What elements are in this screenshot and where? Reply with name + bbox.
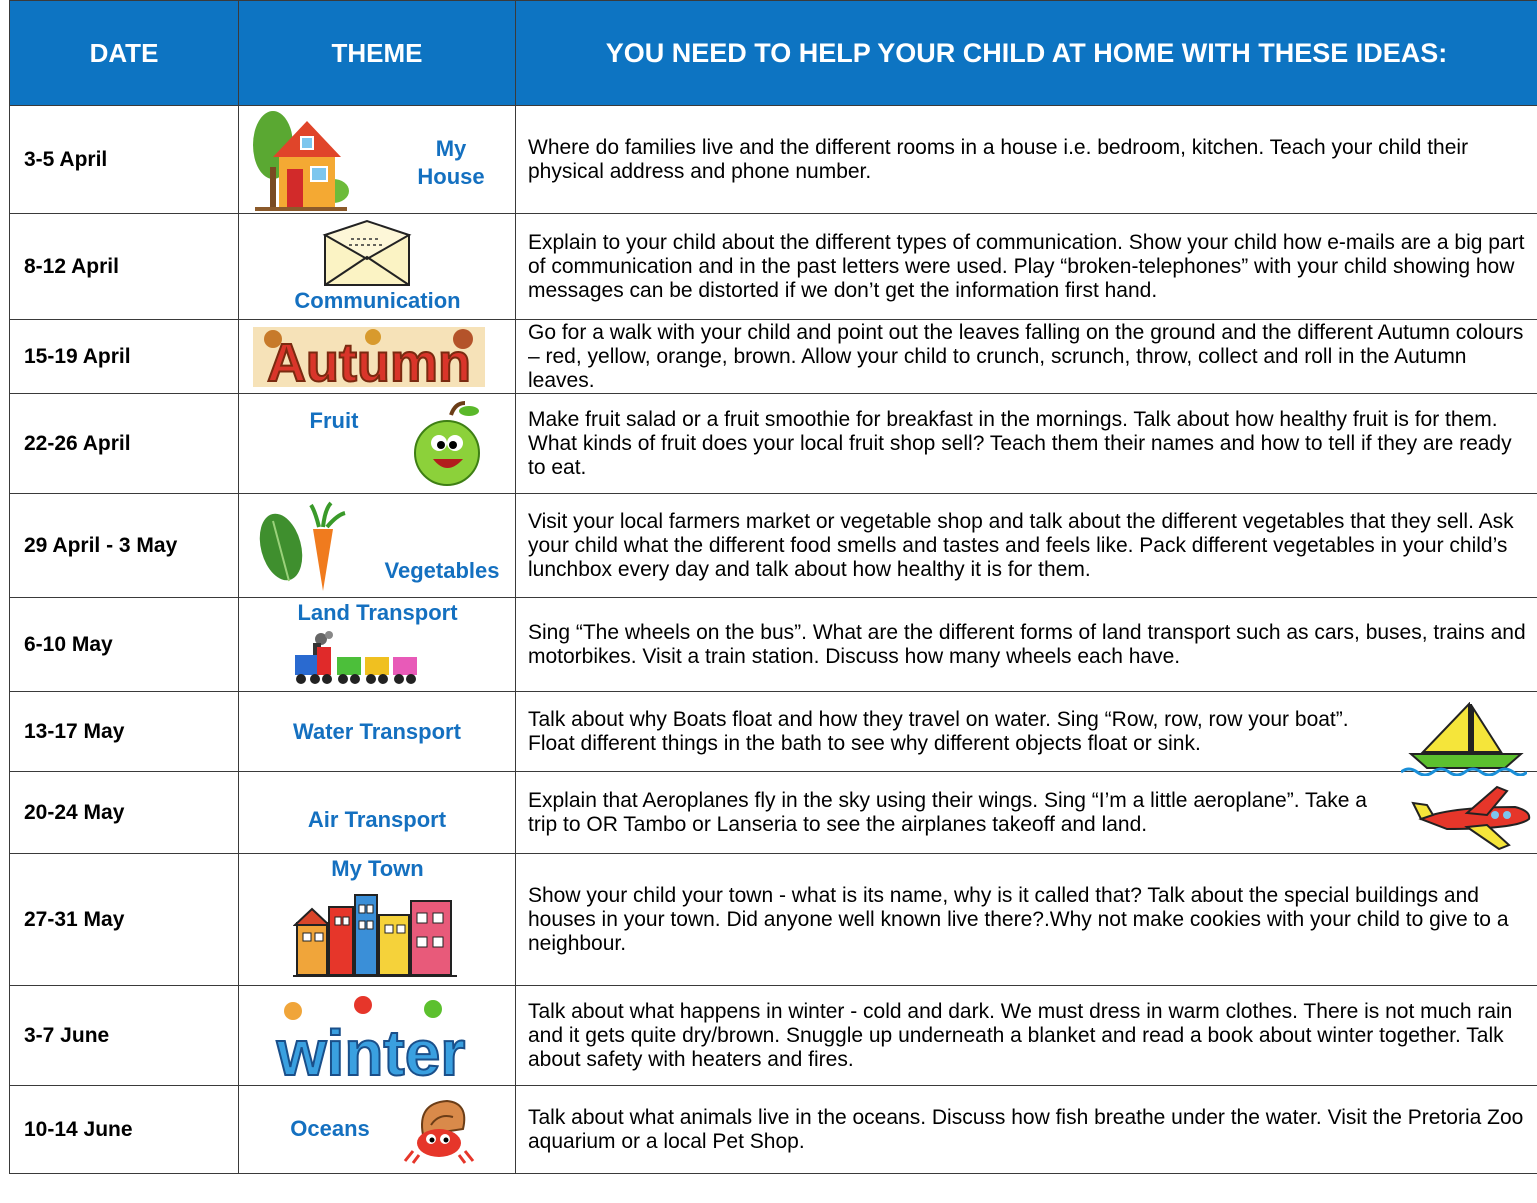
row-theme	[239, 106, 516, 214]
header-row	[10, 1, 1537, 106]
autumn-title-icon	[253, 327, 485, 387]
row-date: 13-17 May	[10, 692, 239, 772]
row-theme	[239, 320, 516, 394]
row-theme	[239, 394, 516, 494]
row-date: 3-5 April	[10, 106, 239, 214]
row-ideas	[516, 772, 1537, 854]
theme-label: Water Transport	[293, 718, 461, 744]
table-row	[10, 986, 1537, 1086]
table-row	[10, 106, 1537, 214]
envelope-icon	[319, 219, 415, 289]
vegetables-icon	[253, 501, 353, 593]
winter-title-icon	[253, 991, 489, 1081]
row-theme	[239, 1086, 516, 1174]
table-row	[10, 772, 1537, 854]
row-theme	[239, 772, 516, 854]
theme-label: Land Transport	[297, 599, 458, 625]
row-date: 29 April - 3 May	[10, 494, 239, 598]
table-row	[10, 394, 1537, 494]
row-theme	[239, 854, 516, 986]
theme-label: Air Transport	[307, 806, 447, 832]
row-date: 20-24 May	[10, 772, 239, 854]
row-theme	[239, 598, 516, 692]
theme-label: Communication	[294, 287, 461, 313]
table-row	[10, 320, 1537, 394]
row-ideas: Talk about what animals live in the oceans. Discuss how fish breathe under the water. Visit the Pretoria Zoo aquarium or a local Pet Shop.	[516, 1086, 1537, 1174]
header-date: DATE	[10, 1, 239, 106]
row-ideas: Talk about what happens in winter - cold and dark. We must dress in warm clothes. There is not much rain and it gets quite dry/brown. Snuggle up underneath a blanket and read a book about winter together. Talk about safety with heaters and fires.	[516, 986, 1537, 1086]
row-ideas: Where do families live and the different rooms in a house i.e. bedroom, kitchen. Teach your child their physical address and phone number.	[516, 106, 1537, 214]
theme-label: My House	[417, 135, 485, 189]
crab-icon	[403, 1095, 477, 1165]
row-date: 8-12 April	[10, 214, 239, 320]
row-date: 6-10 May	[10, 598, 239, 692]
row-ideas	[516, 692, 1537, 772]
theme-label: Fruit	[309, 407, 359, 433]
row-ideas: Go for a walk with your child and point out the leaves falling on the ground and the different Autumn colours – red, yellow, orange, brown. Allow your child to crunch, scrunch, throw, collect and roll in the Autumn leaves.	[516, 320, 1537, 394]
row-ideas: Sing “The wheels on the bus”. What are the different forms of land transport such as cars, buses, trains and motorbikes. Visit a train station. Discuss how many wheels each have.	[516, 598, 1537, 692]
header-theme: THEME	[239, 1, 516, 106]
row-theme	[239, 692, 516, 772]
house-icon	[251, 107, 351, 211]
sailboat-icon	[1401, 702, 1527, 776]
apple-icon	[411, 401, 485, 487]
row-ideas: Make fruit salad or a fruit smoothie for breakfast in the mornings. Talk about how healthy fruit is for them. What kinds of fruit does your local fruit shop sell? Teach them their names and how to tell if they are ready to eat.	[516, 394, 1537, 494]
row-date: 15-19 April	[10, 320, 239, 394]
row-ideas-text: Explain that Aeroplanes fly in the sky using their wings. Sing “I’m a little aeroplane”. Take a trip to OR Tambo or Lanseria to see the airplanes takeoff and land.	[528, 788, 1367, 836]
row-ideas: Visit your local farmers market or vegetable shop and talk about the different vegetables that they sell. Ask your child what the different food smells and tastes and feels like. Pack different vegetables in your child’s lunchbox every day and talk about how healthy it is for them.	[516, 494, 1537, 598]
table-row	[10, 1086, 1537, 1174]
svg-text:Autumn: Autumn	[267, 332, 471, 387]
header-ideas: YOU NEED TO HELP YOUR CHILD AT HOME WITH THESE IDEAS:	[516, 1, 1537, 106]
svg-text:winter: winter	[276, 1016, 466, 1081]
row-date: 27-31 May	[10, 854, 239, 986]
town-icon	[293, 887, 457, 983]
table-row	[10, 692, 1537, 772]
table-row	[10, 598, 1537, 692]
train-icon	[291, 631, 421, 689]
aeroplane-icon	[1407, 785, 1533, 853]
theme-label: Vegetables	[384, 557, 500, 583]
row-date: 10-14 June	[10, 1086, 239, 1174]
table-row	[10, 214, 1537, 320]
row-theme	[239, 986, 516, 1086]
theme-plan-table	[9, 0, 1537, 1174]
row-ideas-text: Talk about why Boats float and how they travel on water. Sing “Row, row, row your boat”. Float different things in the bath to see why different objects float or sink.	[528, 707, 1349, 755]
row-date: 3-7 June	[10, 986, 239, 1086]
row-ideas: Explain to your child about the different types of communication. Show your child how e-mails are a big part of communication and in the past letters were used. Play “broken-telephones” with your child showing how messages can be distorted if we don’t get the information first hand.	[516, 214, 1537, 320]
row-theme	[239, 214, 516, 320]
row-date: 22-26 April	[10, 394, 239, 494]
theme-label: Oceans	[290, 1115, 370, 1141]
table-row	[10, 494, 1537, 598]
row-ideas: Show your child your town - what is its name, why is it called that? Talk about the special buildings and houses in your town. Did anyone well known live there?.Why not make cookies with your child to give to a neighbour.	[516, 854, 1537, 986]
theme-label: My Town	[331, 855, 424, 881]
table-row	[10, 854, 1537, 986]
row-theme	[239, 494, 516, 598]
